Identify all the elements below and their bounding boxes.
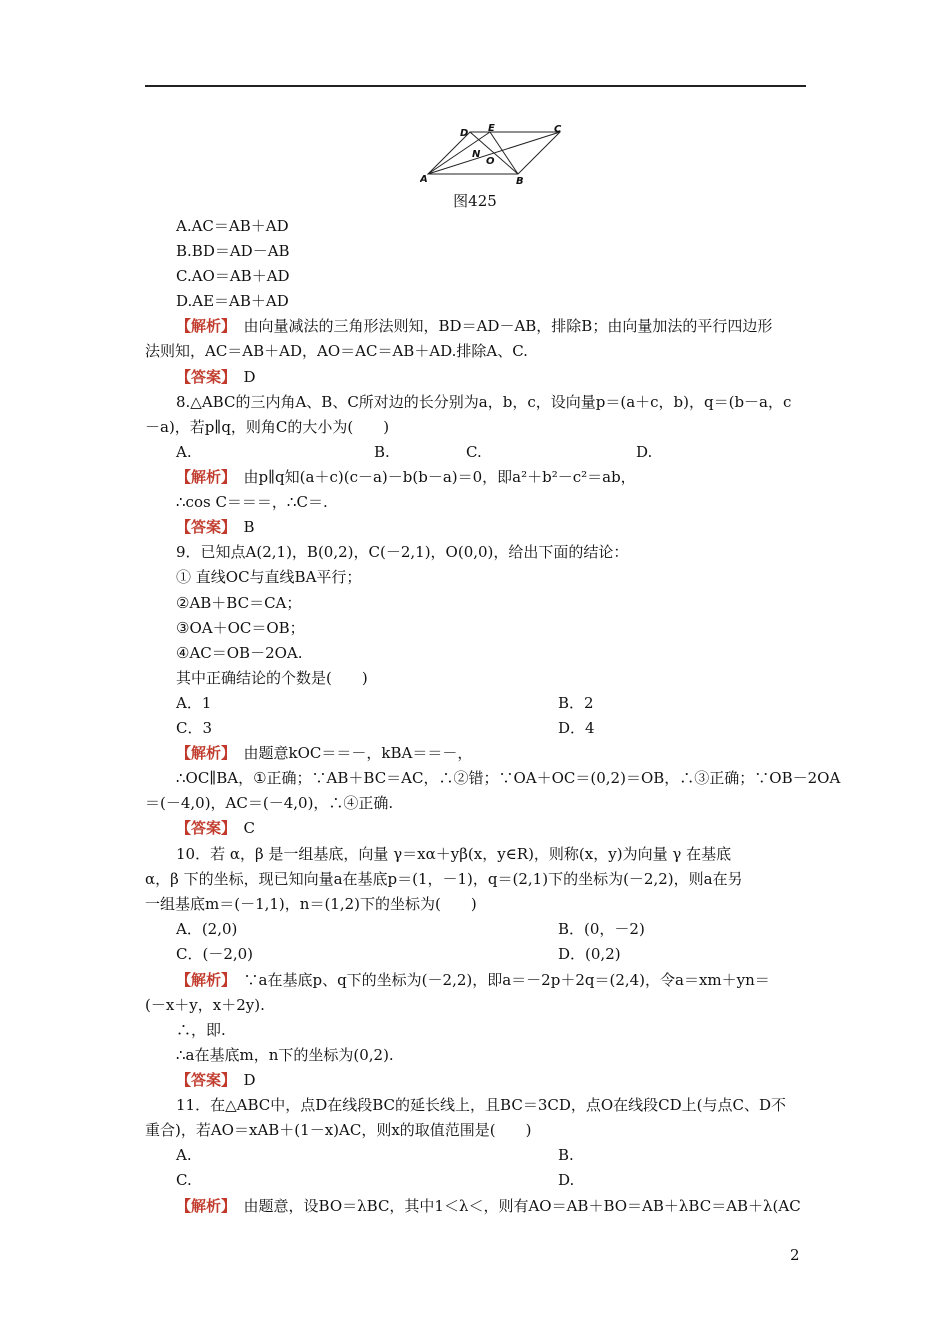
- q7-analysis-line-2: 法则知，AC＝AB＋AD，AO＝AC＝AB＋AD.排除A、C.: [145, 342, 528, 360]
- q10-stem-line-2: α，β 下的坐标，现已知向量a在基底p＝(1，－1)，q＝(2,1)下的坐标为(－2,2)，则a在另: [145, 870, 743, 888]
- q8-option-d: D.: [636, 443, 653, 461]
- q11-stem-line-2: 重合)，若AO＝xAB＋(1－x)AC，则x的取值范围是( ): [145, 1121, 532, 1139]
- q11-option-c: C.: [176, 1171, 192, 1189]
- answer-value: C: [243, 819, 256, 837]
- label-n: N: [472, 149, 481, 160]
- answer-value: D: [243, 1071, 256, 1089]
- header-rule: [145, 85, 806, 87]
- q11-option-a: A.: [176, 1146, 192, 1164]
- q9-stem-line-1: 9．已知点A(2,1)，B(0,2)，C(－2,1)，O(0,0)，给出下面的结论：: [176, 543, 629, 561]
- q10-answer: [176, 1070, 256, 1090]
- analysis-tag: 【解析】: [176, 971, 229, 989]
- answer-tag: 【答案】: [176, 1071, 229, 1089]
- answer-tag: 【答案】: [176, 518, 229, 536]
- q8-stem-line-2: －a)，若p∥q，则角C的大小为( ): [145, 418, 390, 436]
- q10-stem-line-1: 10．若 α，β 是一组基底，向量 γ＝xα＋yβ(x，y∈R)，则称(x，y)为向量 γ 在基底: [176, 845, 732, 863]
- q9-option-c: C．3: [176, 719, 213, 737]
- q10-option-b: B．(0，－2): [558, 920, 645, 938]
- analysis-text: ∵a在基底p、q下的坐标为(－2,2)，即a＝－2p＋2q＝(2,4)，令a＝xm＋yn＝: [243, 971, 770, 989]
- q10-stem-line-3: 一组基底m＝(－1,1)，n＝(1,2)下的坐标为( ): [145, 895, 477, 913]
- q8-analysis-line-1: [176, 467, 636, 487]
- q9-conclusion-3: ③OA＋OC＝OB；: [176, 619, 305, 637]
- label-o: O: [486, 156, 495, 167]
- q11-analysis-line-1: [176, 1196, 801, 1216]
- q7-option-c: C.AO＝AB＋AD: [176, 267, 290, 285]
- answer-tag: 【答案】: [176, 819, 229, 837]
- q8-analysis-line-2: ∴cos C＝＝＝，∴C＝.: [176, 493, 328, 511]
- q9-conclusion-2: ②AB＋BC＝CA；: [176, 594, 302, 612]
- q7-option-d: D.AE＝AB＋AD: [176, 292, 289, 310]
- q11-option-d: D.: [558, 1171, 575, 1189]
- q9-analysis-line-1: [176, 743, 472, 763]
- q9-option-d: D．4: [558, 719, 595, 737]
- q10-option-c: C．(－2,0): [176, 945, 254, 963]
- parallelogram-figure: [420, 122, 570, 186]
- label-d: D: [460, 128, 469, 139]
- q10-option-d: D．(0,2): [558, 945, 621, 963]
- q7-option-a: A.AC＝AB＋AD: [176, 217, 289, 235]
- q10-analysis-line-1: [176, 970, 770, 990]
- q11-option-b: B.: [558, 1146, 574, 1164]
- q9-conclusion-4: ④AC＝OB－2OA.: [176, 644, 303, 662]
- q9-answer: [176, 818, 255, 838]
- analysis-tag: 【解析】: [176, 317, 229, 335]
- q8-option-a: A.: [176, 443, 192, 461]
- q7-analysis-line-1: [176, 316, 772, 336]
- label-c: C: [554, 124, 562, 135]
- q10-analysis-line-2: (－x＋y，x＋2y).: [145, 996, 265, 1014]
- q9-option-a: A．1: [176, 694, 212, 712]
- q8-answer: [176, 517, 255, 537]
- analysis-tag: 【解析】: [176, 468, 229, 486]
- label-a: A: [420, 174, 428, 185]
- label-b: B: [516, 176, 524, 186]
- q8-stem-line-1: 8.△ABC的三内角A、B、C所对边的长分别为a，b，c，设向量p＝(a＋c，b)，q＝(b－a，c: [176, 393, 792, 411]
- answer-value: D: [243, 368, 256, 386]
- q9-analysis-line-3: ＝(－4,0)，AC＝(－4,0)，∴④正确.: [145, 794, 394, 812]
- analysis-tag: 【解析】: [176, 744, 229, 762]
- label-e: E: [488, 123, 495, 134]
- q9-analysis-line-2: ∴OC∥BA，①正确；∵AB＋BC＝AC，∴②错；∵OA＋OC＝(0,2)＝OB，∴③正确；∵OB－2OA: [176, 769, 841, 787]
- q8-option-c: C.: [466, 443, 482, 461]
- page-number: 2: [790, 1246, 800, 1264]
- analysis-text: 由p∥q知(a＋c)(c－a)－b(b－a)＝0，即a²＋b²－c²＝ab，: [243, 468, 636, 486]
- q10-analysis-line-3: ∴，即.: [176, 1021, 226, 1039]
- q9-option-b: B．2: [558, 694, 594, 712]
- q8-option-b: B.: [374, 443, 390, 461]
- q10-analysis-line-4: ∴a在基底m，n下的坐标为(0,2).: [176, 1046, 394, 1064]
- answer-value: B: [243, 518, 255, 536]
- analysis-tag: 【解析】: [176, 1197, 229, 1215]
- q9-question: 其中正确结论的个数是( ): [176, 669, 368, 687]
- q10-option-a: A．(2,0): [176, 920, 238, 938]
- analysis-text: 由向量减法的三角形法则知，BD＝AD－AB，排除B；由向量加法的平行四边形: [243, 317, 773, 335]
- answer-tag: 【答案】: [176, 368, 229, 386]
- analysis-text: 由题意kOC＝＝－，kBA＝＝－，: [243, 744, 473, 762]
- q7-option-b: B.BD＝AD－AB: [176, 242, 290, 260]
- q9-conclusion-1: ① 直线OC与直线BA平行；: [176, 568, 362, 586]
- q11-stem-line-1: 11．在△ABC中，点D在线段BC的延长线上，且BC＝3CD，点O在线段CD上(与点C、D不: [176, 1096, 787, 1114]
- analysis-text: 由题意，设BO＝λBC，其中1＜λ＜，则有AO＝AB＋BO＝AB＋λBC＝AB＋λ(AC: [243, 1197, 801, 1215]
- q7-answer: [176, 367, 256, 387]
- figure-caption: 图425: [453, 192, 497, 210]
